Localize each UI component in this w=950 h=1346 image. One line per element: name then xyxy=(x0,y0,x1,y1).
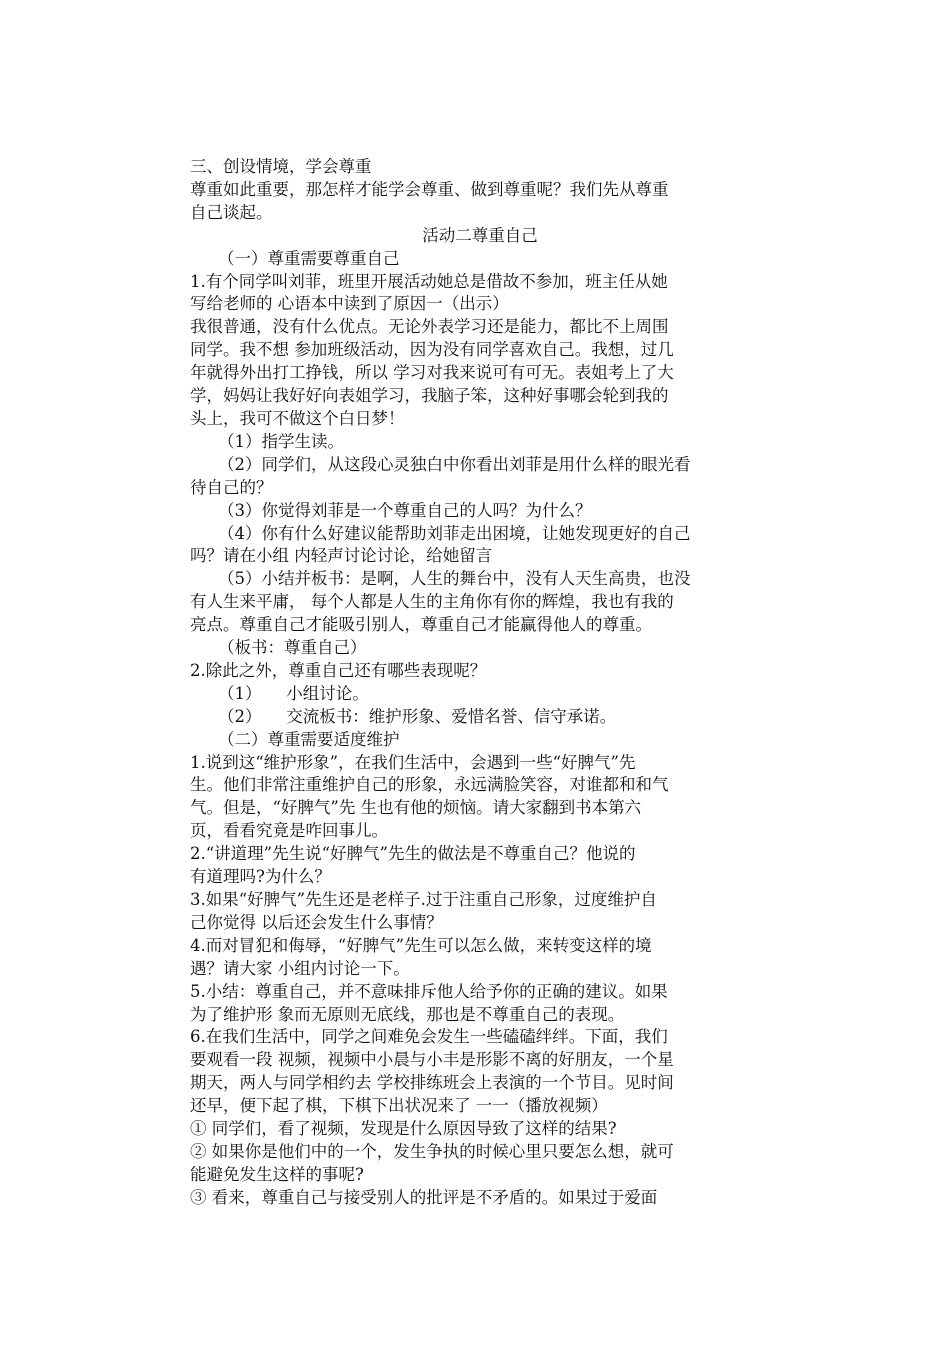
text-line: 5.小结：尊重自己，并不意味排斥他人给予你的正确的建议。如果 xyxy=(190,981,668,1001)
text-line: 有道理吗?为什么？ xyxy=(190,867,331,887)
text-line: 待自己的？ xyxy=(190,477,273,497)
text-line: 为了维护形 象而无原则无底线，那也是不尊重自己的表现。 xyxy=(190,1004,625,1024)
text-line: 己你觉得 以后还会发生什么事情？ xyxy=(190,912,443,932)
text-line: 活动二尊重自己 xyxy=(422,225,538,245)
text-line: 气。但是，“好脾气”先 生也有他的烦恼。请大家翻到书本第六 xyxy=(190,798,642,818)
text-line: 学，妈妈让我好好向表姐学习，我脑子笨，这种好事哪会轮到我的 xyxy=(190,386,669,406)
text-line: 4.而对冒犯和侮辱，“好脾气”先生可以怎么做，来转变这样的境 xyxy=(190,935,652,955)
text-line: 2.除此之外，尊重自己还有哪些表现呢？ xyxy=(190,660,487,680)
text-line: 吗？请在小组 内轻声讨论讨论，给她留言 xyxy=(190,546,493,566)
text-line: （2） 交流板书：维护形象、爱惜名誉、信守承诺。 xyxy=(218,706,617,726)
text-line: 年就得外出打工挣钱，所以 学习对我来说可有可无。表姐考上了大 xyxy=(190,363,674,383)
text-line: （5）小结并板书：是啊，人生的舞台中，没有人天生高贵，也没 xyxy=(218,569,691,589)
text-line: 3.如果“好脾气”先生还是老样子.过于注重自己形象，过度维护自 xyxy=(190,890,657,909)
text-line: ③ 看来，尊重自己与接受别人的批评是不矛盾的。如果过于爱面 xyxy=(190,1187,658,1207)
text-line: （一）尊重需要尊重自己 xyxy=(218,248,400,268)
text-line: 能避免发生这样的事呢? xyxy=(190,1164,364,1184)
text-line: 尊重如此重要，那怎样才能学会尊重、做到尊重呢？我们先从尊重 xyxy=(190,179,669,199)
text-line: 遇？请大家 小组内讨论一下。 xyxy=(190,958,410,978)
text-line: （3）你觉得刘菲是一个尊重自己的人吗？为什么？ xyxy=(218,500,592,520)
text-line: ① 同学们，看了视频，发现是什么原因导致了这样的结果? xyxy=(190,1119,617,1139)
text-line: 自己谈起。 xyxy=(190,202,273,222)
text-line: （1）指学生读。 xyxy=(218,431,344,451)
text-line: 头上，我可不做这个白日梦！ xyxy=(190,408,405,428)
text-line: 期天，两人与同学相约去 学校排练班会上表演的一个节目。见时间 xyxy=(190,1073,674,1093)
text-line: 页，看看究竟是咋回事儿。 xyxy=(190,821,388,841)
text-line: （二）尊重需要适度维护 xyxy=(218,729,400,749)
text-line: （板书：尊重自己） xyxy=(218,638,367,658)
text-line: 我很普通，没有什么优点。无论外表学习还是能力，都比不上周围 xyxy=(190,317,669,337)
text-line: 同学。我不想 参加班级活动，因为没有同学喜欢自己。我想，过几 xyxy=(190,340,674,360)
text-line: 生。他们非常注重维护自己的形象，永远满脸笑容，对谁都和和气 xyxy=(190,775,669,795)
text-line: 亮点。尊重自己才能吸引别人，尊重自己才能赢得他人的尊重。 xyxy=(190,615,652,635)
text-line: 写给老师的 心语本中读到了原因一（出示） xyxy=(190,294,509,314)
text-line: （2）同学们，从这段心灵独白中你看出刘菲是用什么样的眼光看 xyxy=(218,454,691,474)
text-line: 三、创设情境，学会尊重 xyxy=(190,157,372,176)
text-line: 6.在我们生活中，同学之间难免会发生一些磕磕绊绊。下面，我们 xyxy=(190,1027,668,1047)
text-line: 1.说到这“维护形象”，在我们生活中，会遇到一些“好脾气”先 xyxy=(190,752,636,772)
text-line: 1.有个同学叫刘菲，班里开展活动她总是借故不参加，班主任从她 xyxy=(190,271,668,291)
text-line: 还早，便下起了棋，下棋下出状况来了 一一（播放视频） xyxy=(190,1096,608,1116)
text-line: （4）你有什么好建议能帮助刘菲走出困境，让她发现更好的自己 xyxy=(218,523,691,543)
document-body xyxy=(190,156,770,1210)
text-line: （1） 小组讨论。 xyxy=(218,683,369,703)
text-line: 2.“讲道理”先生说“好脾气”先生的做法是不尊重自己？他说的 xyxy=(190,844,636,864)
text-line: 要观看一段 视频，视频中小晨与小丰是形影不离的好朋友，一个星 xyxy=(190,1050,674,1070)
text-line: 有人生来平庸， 每个人都是人生的主角你有你的辉煌，我也有我的 xyxy=(190,592,674,612)
text-line: ② 如果你是他们中的一个，发生争执的时候心里只要怎么想，就可 xyxy=(190,1141,674,1161)
